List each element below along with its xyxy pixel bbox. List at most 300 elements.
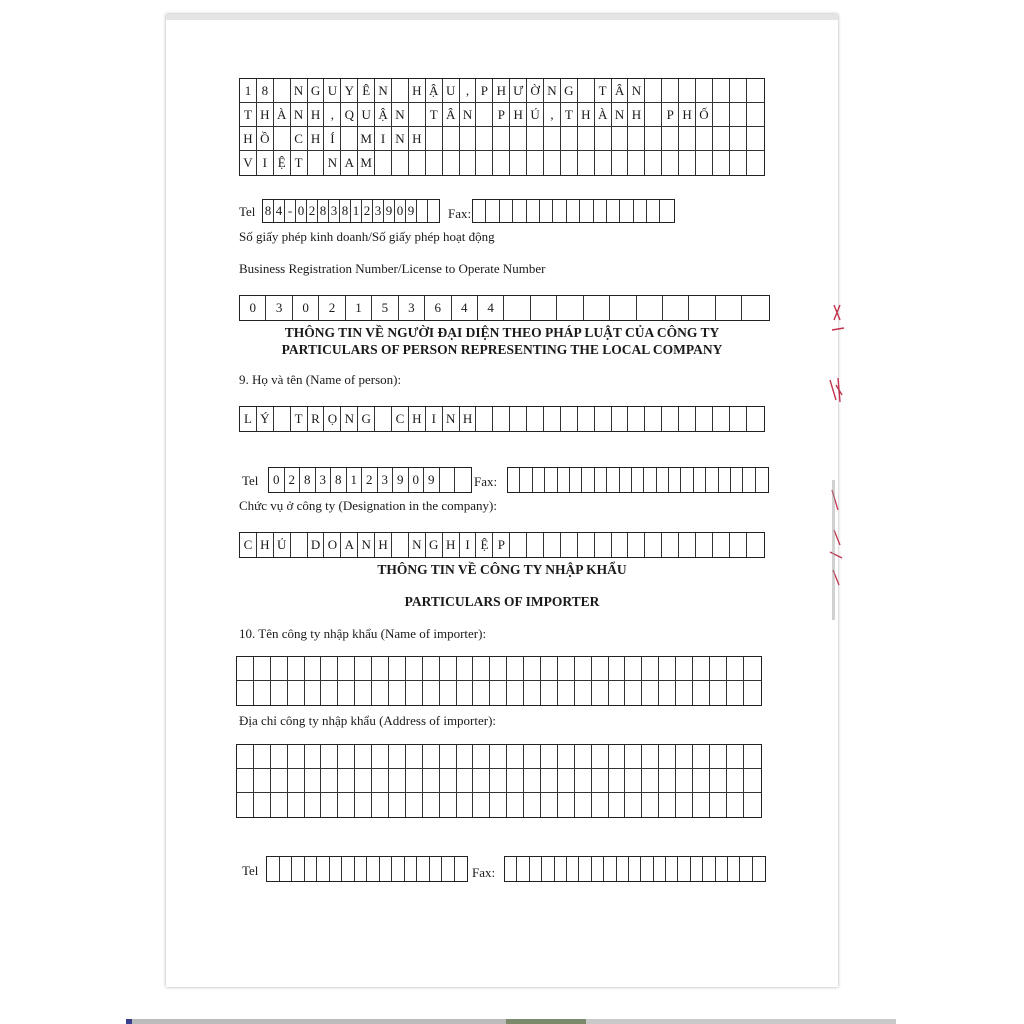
importer-address-cell: [355, 745, 372, 769]
rep-name-cell: [510, 407, 527, 431]
importer-name-grid: [236, 656, 762, 706]
importer-name-cell: [592, 657, 609, 681]
importer-address-cell: [457, 769, 474, 793]
importer-tel-grid: [266, 856, 468, 882]
importer-tel-cell: [317, 857, 330, 881]
importer-name-cell: [541, 657, 558, 681]
importer-name-cell: [727, 657, 744, 681]
rep-designation-cell: [713, 533, 730, 557]
company-tel-cell: 0: [395, 200, 406, 222]
address-cell: [595, 127, 612, 151]
rep-designation-grid: [239, 532, 765, 558]
importer-fax-cell: [753, 857, 765, 881]
importer-address-cell: [305, 745, 322, 769]
importer-address-cell: [321, 793, 338, 817]
importer-address-cell: [693, 769, 710, 793]
address-cell: [713, 151, 730, 175]
importer-name-cell: [710, 681, 727, 705]
importer-name-cell: [321, 681, 338, 705]
rep-name-cell: G: [358, 407, 375, 431]
address-cell: H: [257, 103, 274, 127]
rep-name-cell: [476, 407, 493, 431]
rep-name-row: [240, 407, 764, 431]
company-tel-cell: 0: [296, 200, 307, 222]
importer-name-cell: [389, 657, 406, 681]
license-label-vi: Số giấy phép kinh doanh/Số giấy phép hoạt động: [239, 229, 495, 244]
importer-fax-cell: [716, 857, 728, 881]
importer-address-cell: [625, 793, 642, 817]
bottom-image-strip: [126, 1019, 896, 1024]
importer-address-cell: [254, 769, 271, 793]
rep-fax-cell: [533, 468, 545, 492]
address-cell: [662, 127, 679, 151]
company-fax-cell: [540, 200, 553, 222]
importer-address-cell: [727, 769, 744, 793]
importer-address-cell: [321, 769, 338, 793]
importer-tel-cell: [417, 857, 430, 881]
rep-name-cell: [493, 407, 510, 431]
importer-tel-cell: [392, 857, 405, 881]
rep-tel-cell: [440, 468, 456, 492]
importer-address-cell: [440, 745, 457, 769]
importer-name-cell: [271, 657, 288, 681]
rep-tel-cell: 2: [362, 468, 378, 492]
rep-name-cell: N: [443, 407, 460, 431]
address-cell: [443, 151, 460, 175]
company-tel-cell: 8: [340, 200, 351, 222]
company-fax-cell: [620, 200, 633, 222]
rep-name-cell: L: [240, 407, 257, 431]
license-number-cell: [584, 296, 610, 320]
address-cell: U: [358, 103, 375, 127]
address-cell: [341, 127, 358, 151]
rep-heading-vi: THÔNG TIN VỀ NGƯỜI ĐẠI DIỆN THEO PHÁP LUẬT CỦA CÔNG TY: [284, 325, 720, 340]
rep-designation-cell: [612, 533, 629, 557]
rep-tel-label: Tel: [242, 473, 259, 488]
address-cell: [460, 151, 477, 175]
rep-name-cell: [662, 407, 679, 431]
importer-address-cell: [541, 793, 558, 817]
rep-name-cell: [713, 407, 730, 431]
importer-name-cell: [288, 681, 305, 705]
address-cell: 8: [257, 79, 274, 103]
importer-address-cell: [575, 793, 592, 817]
importer-name-cell: [389, 681, 406, 705]
importer-address-cell: [288, 793, 305, 817]
importer-tel-cell: [380, 857, 393, 881]
importer-address-cell: [271, 793, 288, 817]
address-cell: U: [443, 79, 460, 103]
rep-designation-cell: G: [426, 533, 443, 557]
importer-address-cell: [490, 793, 507, 817]
address-row: [240, 79, 764, 103]
address-cell: ,: [324, 103, 341, 127]
address-cell: H: [240, 127, 257, 151]
address-cell: [645, 79, 662, 103]
importer-fax-cell: [666, 857, 678, 881]
address-cell: [696, 127, 713, 151]
importer-address-cell: [406, 769, 423, 793]
company-tel-cell: 8: [318, 200, 329, 222]
address-cell: [578, 127, 595, 151]
company-fax-cell: [513, 200, 526, 222]
rep-fax-grid: [507, 467, 769, 493]
address-cell: N: [612, 103, 629, 127]
address-cell: N: [628, 79, 645, 103]
importer-address-cell: [355, 793, 372, 817]
rep-designation-cell: [696, 533, 713, 557]
company-tel-label: Tel: [239, 204, 256, 219]
address-cell: I: [375, 127, 392, 151]
company-fax-cell: [473, 200, 486, 222]
address-cell: [409, 103, 426, 127]
importer-address-cell: [237, 769, 254, 793]
address-cell: ,: [544, 103, 561, 127]
importer-address-cell: [321, 745, 338, 769]
rep-tel-cell: 9: [424, 468, 440, 492]
importer-tel-label: Tel: [242, 863, 259, 878]
importer-name-cell: [440, 657, 457, 681]
rep-name-cell: Ọ: [324, 407, 341, 431]
rep-fax-cell: [570, 468, 582, 492]
importer-address-cell: [676, 769, 693, 793]
license-number-cell: 3: [399, 296, 425, 320]
company-tel-cell: [428, 200, 439, 222]
address-cell: [662, 79, 679, 103]
rep-name-cell: [578, 407, 595, 431]
license-number-grid: [239, 295, 770, 321]
rep-designation-cell: [578, 533, 595, 557]
address-cell: Q: [341, 103, 358, 127]
company-fax-cell: [607, 200, 620, 222]
address-cell: [645, 127, 662, 151]
address-cell: [409, 151, 426, 175]
rep-name-cell: T: [291, 407, 308, 431]
address-cell: [426, 127, 443, 151]
address-cell: [713, 79, 730, 103]
license-number-cell: 5: [372, 296, 398, 320]
importer-fax-cell: [555, 857, 567, 881]
rep-name-cell: [679, 407, 696, 431]
address-cell: [679, 127, 696, 151]
rep-designation-cell: P: [493, 533, 510, 557]
address-cell: H: [409, 127, 426, 151]
address-cell: I: [257, 151, 274, 175]
address-cell: [747, 79, 764, 103]
address-cell: G: [308, 79, 325, 103]
address-cell: Í: [324, 127, 341, 151]
rep-name-cell: [747, 407, 764, 431]
importer-address-cell: [338, 745, 355, 769]
rep-fax-cell: [595, 468, 607, 492]
address-cell: Â: [443, 103, 460, 127]
rep-tel-grid: [268, 467, 472, 493]
importer-tel-cell: [267, 857, 280, 881]
rep-designation-cell: N: [409, 533, 426, 557]
rep-tel-cell: 2: [285, 468, 301, 492]
address-cell: H: [510, 103, 527, 127]
importer-address-cell: [642, 745, 659, 769]
license-number-cell: 3: [266, 296, 292, 320]
importer-address-cell: [507, 769, 524, 793]
importer-name-cell: [423, 681, 440, 705]
importer-address-cell: [575, 769, 592, 793]
importer-name-cell: [693, 681, 710, 705]
address-cell: Ồ: [257, 127, 274, 151]
importer-name-cell: [423, 657, 440, 681]
address-cell: [747, 151, 764, 175]
company-tel-cell: -: [285, 200, 296, 222]
address-cell: [493, 151, 510, 175]
address-row: [240, 103, 764, 127]
importer-name-cell: [406, 681, 423, 705]
rep-fax-cell: [681, 468, 693, 492]
rep-fax-cell: [719, 468, 731, 492]
importer-address-cell: [541, 745, 558, 769]
address-cell: [561, 127, 578, 151]
importer-name-cell: [524, 681, 541, 705]
address-cell: [460, 127, 477, 151]
importer-name-cell: [609, 681, 626, 705]
importer-fax-cell: [641, 857, 653, 881]
license-number-cell: [504, 296, 530, 320]
importer-address-cell: [440, 769, 457, 793]
rep-designation-cell: Ủ: [274, 533, 291, 557]
address-cell: [645, 151, 662, 175]
company-fax-cell: [594, 200, 607, 222]
rep-designation-cell: [662, 533, 679, 557]
rep-name-cell: C: [392, 407, 409, 431]
address-cell: H: [493, 79, 510, 103]
importer-fax-cell: [728, 857, 740, 881]
license-number-cell: [531, 296, 557, 320]
address-cell: N: [375, 79, 392, 103]
address-cell: [696, 151, 713, 175]
license-number-cell: [689, 296, 715, 320]
importer-tel-cell: [280, 857, 293, 881]
company-tel-grid: [262, 199, 440, 223]
importer-address-cell: [642, 793, 659, 817]
importer-fax-cell: [740, 857, 752, 881]
importer-fax-cell: [678, 857, 690, 881]
importer-name-cell: [237, 681, 254, 705]
importer-address-cell: [372, 745, 389, 769]
importer-name-cell: [254, 657, 271, 681]
importer-address-cell: [710, 793, 727, 817]
address-cell: Ờ: [527, 79, 544, 103]
importer-fax-grid: [504, 856, 766, 882]
address-cell: [747, 103, 764, 127]
importer-name-cell: [575, 681, 592, 705]
rep-fax-row: [508, 468, 768, 492]
address-cell: [628, 151, 645, 175]
license-number-cell: 2: [319, 296, 345, 320]
address-cell: [645, 103, 662, 127]
importer-name-cell: [609, 657, 626, 681]
importer-name-cell: [457, 657, 474, 681]
importer-tel-cell: [355, 857, 368, 881]
company-fax-label: Fax:: [448, 206, 472, 221]
importer-name-cell: [507, 657, 524, 681]
license-number-cell: 0: [293, 296, 319, 320]
rep-fax-cell: [582, 468, 594, 492]
address-grid: [239, 78, 765, 176]
address-cell: [544, 127, 561, 151]
importer-address-cell: [457, 793, 474, 817]
address-cell: Â: [612, 79, 629, 103]
importer-address-cell: [744, 769, 761, 793]
rep-name-cell: [544, 407, 561, 431]
importer-address-cell: [676, 793, 693, 817]
rep-designation-cell: [561, 533, 578, 557]
address-cell: N: [291, 103, 308, 127]
company-tel-cell: 3: [329, 200, 340, 222]
importer-fax-cell: [691, 857, 703, 881]
rep-designation-cell: [679, 533, 696, 557]
address-cell: [510, 127, 527, 151]
importer-address-cell: [609, 769, 626, 793]
license-number-cell: 4: [452, 296, 478, 320]
importer-name-cell: [744, 657, 761, 681]
address-cell: [730, 151, 747, 175]
importer-address-cell: [642, 769, 659, 793]
importer-address-cell: [727, 793, 744, 817]
importer-address-cell: [693, 793, 710, 817]
company-tel-cell: [417, 200, 428, 222]
address-cell: P: [662, 103, 679, 127]
address-cell: Ê: [358, 79, 375, 103]
importer-name-cell: [406, 657, 423, 681]
importer-name-cell: [524, 657, 541, 681]
license-number-cell: 6: [425, 296, 451, 320]
rep-name-cell: [274, 407, 291, 431]
address-cell: [730, 103, 747, 127]
importer-address-cell: [406, 745, 423, 769]
company-fax-cell: [527, 200, 540, 222]
importer-name-cell: [676, 681, 693, 705]
address-cell: [527, 151, 544, 175]
importer-address-cell: [659, 745, 676, 769]
importer-address-cell: [710, 769, 727, 793]
address-cell: [578, 79, 595, 103]
rep-designation-cell: H: [375, 533, 392, 557]
importer-address-cell: [744, 793, 761, 817]
company-tel-cell: 3: [373, 200, 384, 222]
address-cell: N: [324, 151, 341, 175]
rep-fax-cell: [520, 468, 532, 492]
importer-address-cell: [659, 769, 676, 793]
address-cell: [730, 79, 747, 103]
address-cell: Ú: [527, 103, 544, 127]
importer-address-cell: [490, 769, 507, 793]
importer-name-cell: [558, 657, 575, 681]
importer-address-cell: [271, 769, 288, 793]
address-cell: À: [274, 103, 291, 127]
company-fax-cell: [580, 200, 593, 222]
rep-designation-cell: I: [460, 533, 477, 557]
license-number-cell: 0: [240, 296, 266, 320]
rep-fax-cell: [632, 468, 644, 492]
importer-address-row: [237, 769, 761, 793]
address-cell: [375, 151, 392, 175]
importer-address-cell: [406, 793, 423, 817]
company-fax-cell: [647, 200, 660, 222]
importer-address-cell: [524, 769, 541, 793]
license-number-cell: [663, 296, 689, 320]
importer-address-cell: [473, 745, 490, 769]
address-cell: H: [409, 79, 426, 103]
address-cell: H: [679, 103, 696, 127]
importer-address-cell: [490, 745, 507, 769]
importer-address-cell: [541, 769, 558, 793]
address-cell: [392, 151, 409, 175]
rep-designation-cell: [747, 533, 764, 557]
importer-name-cell: [507, 681, 524, 705]
importer-tel-cell: [305, 857, 318, 881]
rep-fax-cell: [657, 468, 669, 492]
address-cell: [628, 127, 645, 151]
importer-fax-cell: [703, 857, 715, 881]
rep-designation-cell: [628, 533, 645, 557]
rep-designation-cell: [730, 533, 747, 557]
importer-fax-cell: [517, 857, 529, 881]
importer-address-cell: [625, 745, 642, 769]
importer-address-cell: [609, 745, 626, 769]
address-cell: [679, 151, 696, 175]
rep-name-grid: [239, 406, 765, 432]
address-cell: T: [426, 103, 443, 127]
importer-name-cell: [254, 681, 271, 705]
address-cell: M: [358, 127, 375, 151]
rep-designation-cell: [291, 533, 308, 557]
address-cell: M: [358, 151, 375, 175]
address-cell: [274, 79, 291, 103]
address-cell: [476, 127, 493, 151]
company-fax-grid: [472, 199, 675, 223]
importer-address-cell: [744, 745, 761, 769]
importer-fax-cell: [579, 857, 591, 881]
importer-name-cell: [625, 657, 642, 681]
address-cell: [578, 151, 595, 175]
importer-address-cell: [338, 769, 355, 793]
company-fax-row: [473, 200, 674, 222]
importer-heading-vi: THÔNG TIN VỀ CÔNG TY NHẬP KHẨU: [377, 562, 627, 577]
importer-name-cell: [659, 681, 676, 705]
importer-name-cell: [693, 657, 710, 681]
address-cell: Ệ: [274, 151, 291, 175]
company-fax-cell: [553, 200, 566, 222]
importer-name-cell: [558, 681, 575, 705]
importer-name-cell: [355, 681, 372, 705]
importer-name-row: [237, 681, 761, 705]
company-fax-cell: [500, 200, 513, 222]
address-cell: [696, 79, 713, 103]
importer-name-cell: [305, 657, 322, 681]
rep-tel-cell: 1: [347, 468, 363, 492]
rep-name-cell: H: [409, 407, 426, 431]
rep-tel-cell: 0: [409, 468, 425, 492]
importer-name-cell: [473, 681, 490, 705]
importer-fax-cell: [505, 857, 517, 881]
address-cell: [510, 151, 527, 175]
rep-name-cell: [730, 407, 747, 431]
importer-tel-cell: [367, 857, 380, 881]
address-cell: C: [291, 127, 308, 151]
license-number-cell: [716, 296, 742, 320]
importer-name-cell: [490, 657, 507, 681]
rep-tel-cell: 8: [300, 468, 316, 492]
address-cell: Ố: [696, 103, 713, 127]
